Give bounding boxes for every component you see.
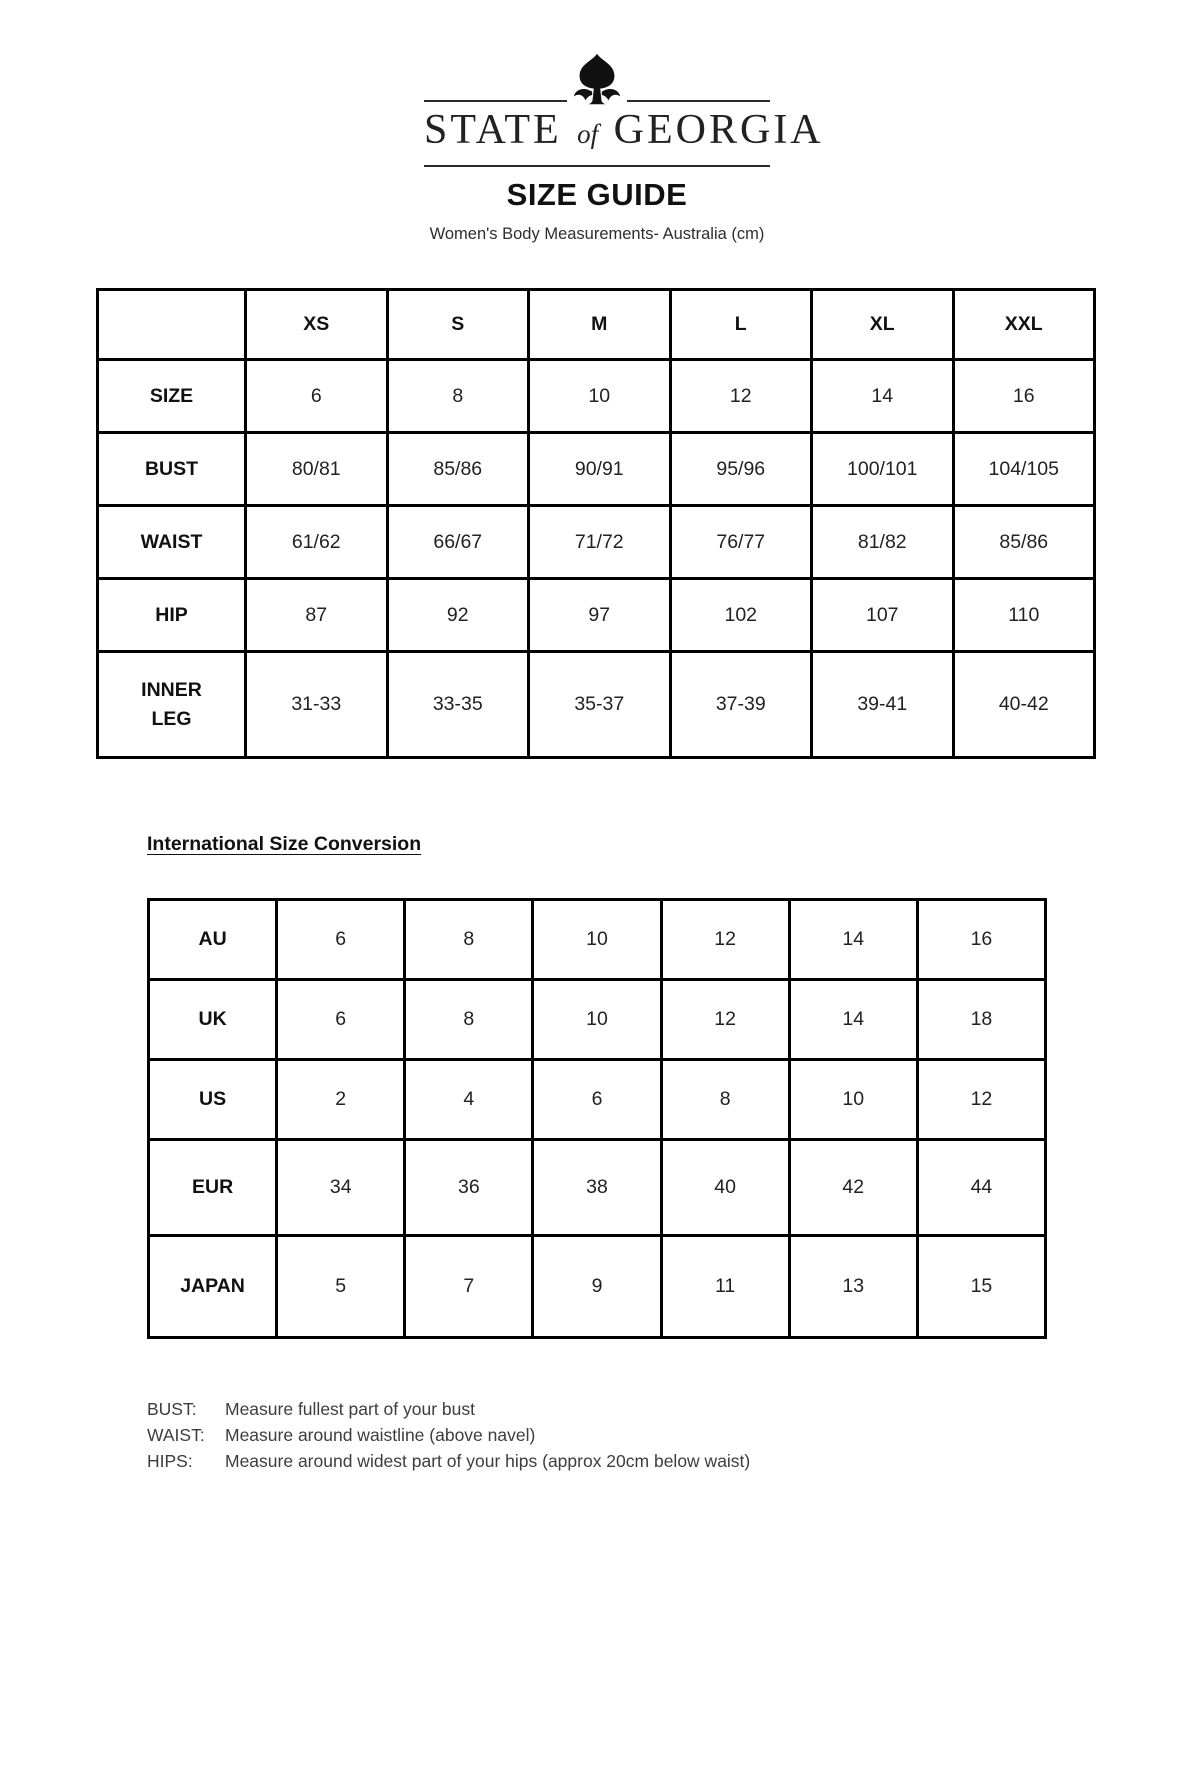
table-row	[149, 1236, 1046, 1338]
table-cell: 107	[812, 579, 954, 652]
column-header: L	[670, 290, 812, 360]
table-row	[149, 1140, 1046, 1236]
table-cell: 66/67	[387, 506, 529, 579]
table-row	[98, 506, 1095, 579]
row-label	[98, 360, 246, 433]
row-label-text: HIP	[155, 603, 188, 626]
table-cell: 14	[812, 360, 954, 433]
note-text: Measure around widest part of your hips (approx 20cm below waist)	[225, 1451, 751, 1471]
row-label-text: AU	[198, 928, 227, 951]
table-cell: 6	[277, 900, 405, 980]
table-cell: 100/101	[812, 433, 954, 506]
measurement-table	[96, 288, 1096, 759]
row-label-text: INNER LEG	[141, 679, 202, 730]
table-cell: 92	[387, 579, 529, 652]
table-cell: 16	[917, 900, 1045, 980]
logo-rule-left	[424, 100, 567, 102]
note-label: WAIST:	[147, 1425, 205, 1445]
table-cell: 12	[661, 980, 789, 1060]
column-header: XXL	[953, 290, 1095, 360]
row-label-text: US	[199, 1088, 227, 1111]
row-label-text: JAPAN	[180, 1275, 245, 1298]
brand-word-of: of	[577, 119, 599, 149]
table-cell: 15	[917, 1236, 1045, 1338]
table-cell: 10	[533, 900, 661, 980]
table-cell: 39-41	[812, 652, 954, 758]
row-label-text: BUST	[144, 457, 199, 480]
table-cell: 61/62	[246, 506, 388, 579]
table-row	[149, 900, 1046, 980]
note-text: Measure fullest part of your bust	[225, 1399, 475, 1419]
table-cell: 6	[277, 980, 405, 1060]
table-cell: 8	[661, 1060, 789, 1140]
table-cell: 81/82	[812, 506, 954, 579]
row-label	[149, 1060, 277, 1140]
row-label	[149, 1236, 277, 1338]
table-cell: 80/81	[246, 433, 388, 506]
table-cell: 8	[405, 980, 533, 1060]
row-label	[98, 506, 246, 579]
table-cell: 95/96	[670, 433, 812, 506]
logo-mark	[424, 52, 770, 106]
conversion-table-body	[149, 900, 1046, 1338]
table-cell: 16	[953, 360, 1095, 433]
page-title: SIZE GUIDE	[506, 177, 688, 212]
table-cell: 85/86	[387, 433, 529, 506]
table-cell: 71/72	[529, 506, 671, 579]
table-row	[149, 980, 1046, 1060]
column-header: XL	[812, 290, 954, 360]
table-row	[149, 1060, 1046, 1140]
table-cell: 10	[533, 980, 661, 1060]
header	[0, 52, 1194, 244]
table-cell: 76/77	[670, 506, 812, 579]
row-label	[98, 652, 246, 758]
table-cell: 110	[953, 579, 1095, 652]
tree-icon	[566, 52, 628, 108]
measurement-table-body	[98, 290, 1095, 758]
table-cell: 36	[405, 1140, 533, 1236]
table-cell: 37-39	[670, 652, 812, 758]
table-cell: 7	[405, 1236, 533, 1338]
table-cell: 12	[670, 360, 812, 433]
table-cell: 5	[277, 1236, 405, 1338]
row-label	[149, 1140, 277, 1236]
table-cell: 10	[529, 360, 671, 433]
conversion-heading: International Size Conversion	[147, 833, 422, 855]
brand-word-right: GEORGIA	[613, 107, 824, 153]
table-row	[98, 579, 1095, 652]
note-row	[147, 1396, 750, 1422]
brand-word-left: STATE	[424, 107, 562, 153]
note-label: BUST:	[147, 1399, 197, 1419]
table-cell: 13	[789, 1236, 917, 1338]
table-header-row	[98, 290, 1095, 360]
table-cell: 33-35	[387, 652, 529, 758]
conversion-table	[147, 898, 1047, 1339]
table-cell: 102	[670, 579, 812, 652]
note-label: HIPS:	[147, 1451, 193, 1471]
column-header: XS	[246, 290, 388, 360]
table-cell: 87	[246, 579, 388, 652]
table-row	[98, 652, 1095, 758]
page-subtitle: Women's Body Measurements- Australia (cm)	[429, 225, 765, 243]
table-cell: 12	[661, 900, 789, 980]
table-cell: 14	[789, 900, 917, 980]
table-cell: 42	[789, 1140, 917, 1236]
table-cell: 2	[277, 1060, 405, 1140]
table-cell: 9	[533, 1236, 661, 1338]
table-cell: 11	[661, 1236, 789, 1338]
logo-underline	[424, 165, 770, 167]
row-label-text: UK	[198, 1008, 227, 1031]
note-text: Measure around waistline (above navel)	[225, 1425, 536, 1445]
note-row	[147, 1422, 750, 1448]
table-cell: 18	[917, 980, 1045, 1060]
table-cell: 4	[405, 1060, 533, 1140]
brand-name	[424, 106, 824, 158]
table-cell: 12	[917, 1060, 1045, 1140]
table-cell: 35-37	[529, 652, 671, 758]
table-row	[98, 433, 1095, 506]
row-label-text: SIZE	[149, 384, 194, 407]
measurement-notes	[147, 1396, 750, 1474]
table-cell: 85/86	[953, 506, 1095, 579]
table-cell: 40-42	[953, 652, 1095, 758]
row-label-text: WAIST	[140, 530, 203, 553]
table-row	[98, 360, 1095, 433]
row-label	[98, 579, 246, 652]
table-cell: 14	[789, 980, 917, 1060]
note-row	[147, 1448, 750, 1474]
table-cell: 44	[917, 1140, 1045, 1236]
table-cell: 104/105	[953, 433, 1095, 506]
row-label-text: EUR	[191, 1176, 234, 1199]
table-cell: 8	[387, 360, 529, 433]
table-cell: 31-33	[246, 652, 388, 758]
table-cell: 8	[405, 900, 533, 980]
table-cell: 40	[661, 1140, 789, 1236]
column-header: M	[529, 290, 671, 360]
table-cell: 34	[277, 1140, 405, 1236]
column-header	[98, 290, 246, 360]
logo-rule-right	[627, 100, 770, 102]
table-cell: 97	[529, 579, 671, 652]
table-cell: 90/91	[529, 433, 671, 506]
brand-logo	[424, 52, 824, 167]
table-cell: 38	[533, 1140, 661, 1236]
row-label	[98, 433, 246, 506]
table-cell: 6	[533, 1060, 661, 1140]
column-header: S	[387, 290, 529, 360]
table-cell: 10	[789, 1060, 917, 1140]
row-label	[149, 900, 277, 980]
table-cell: 6	[246, 360, 388, 433]
row-label	[149, 980, 277, 1060]
